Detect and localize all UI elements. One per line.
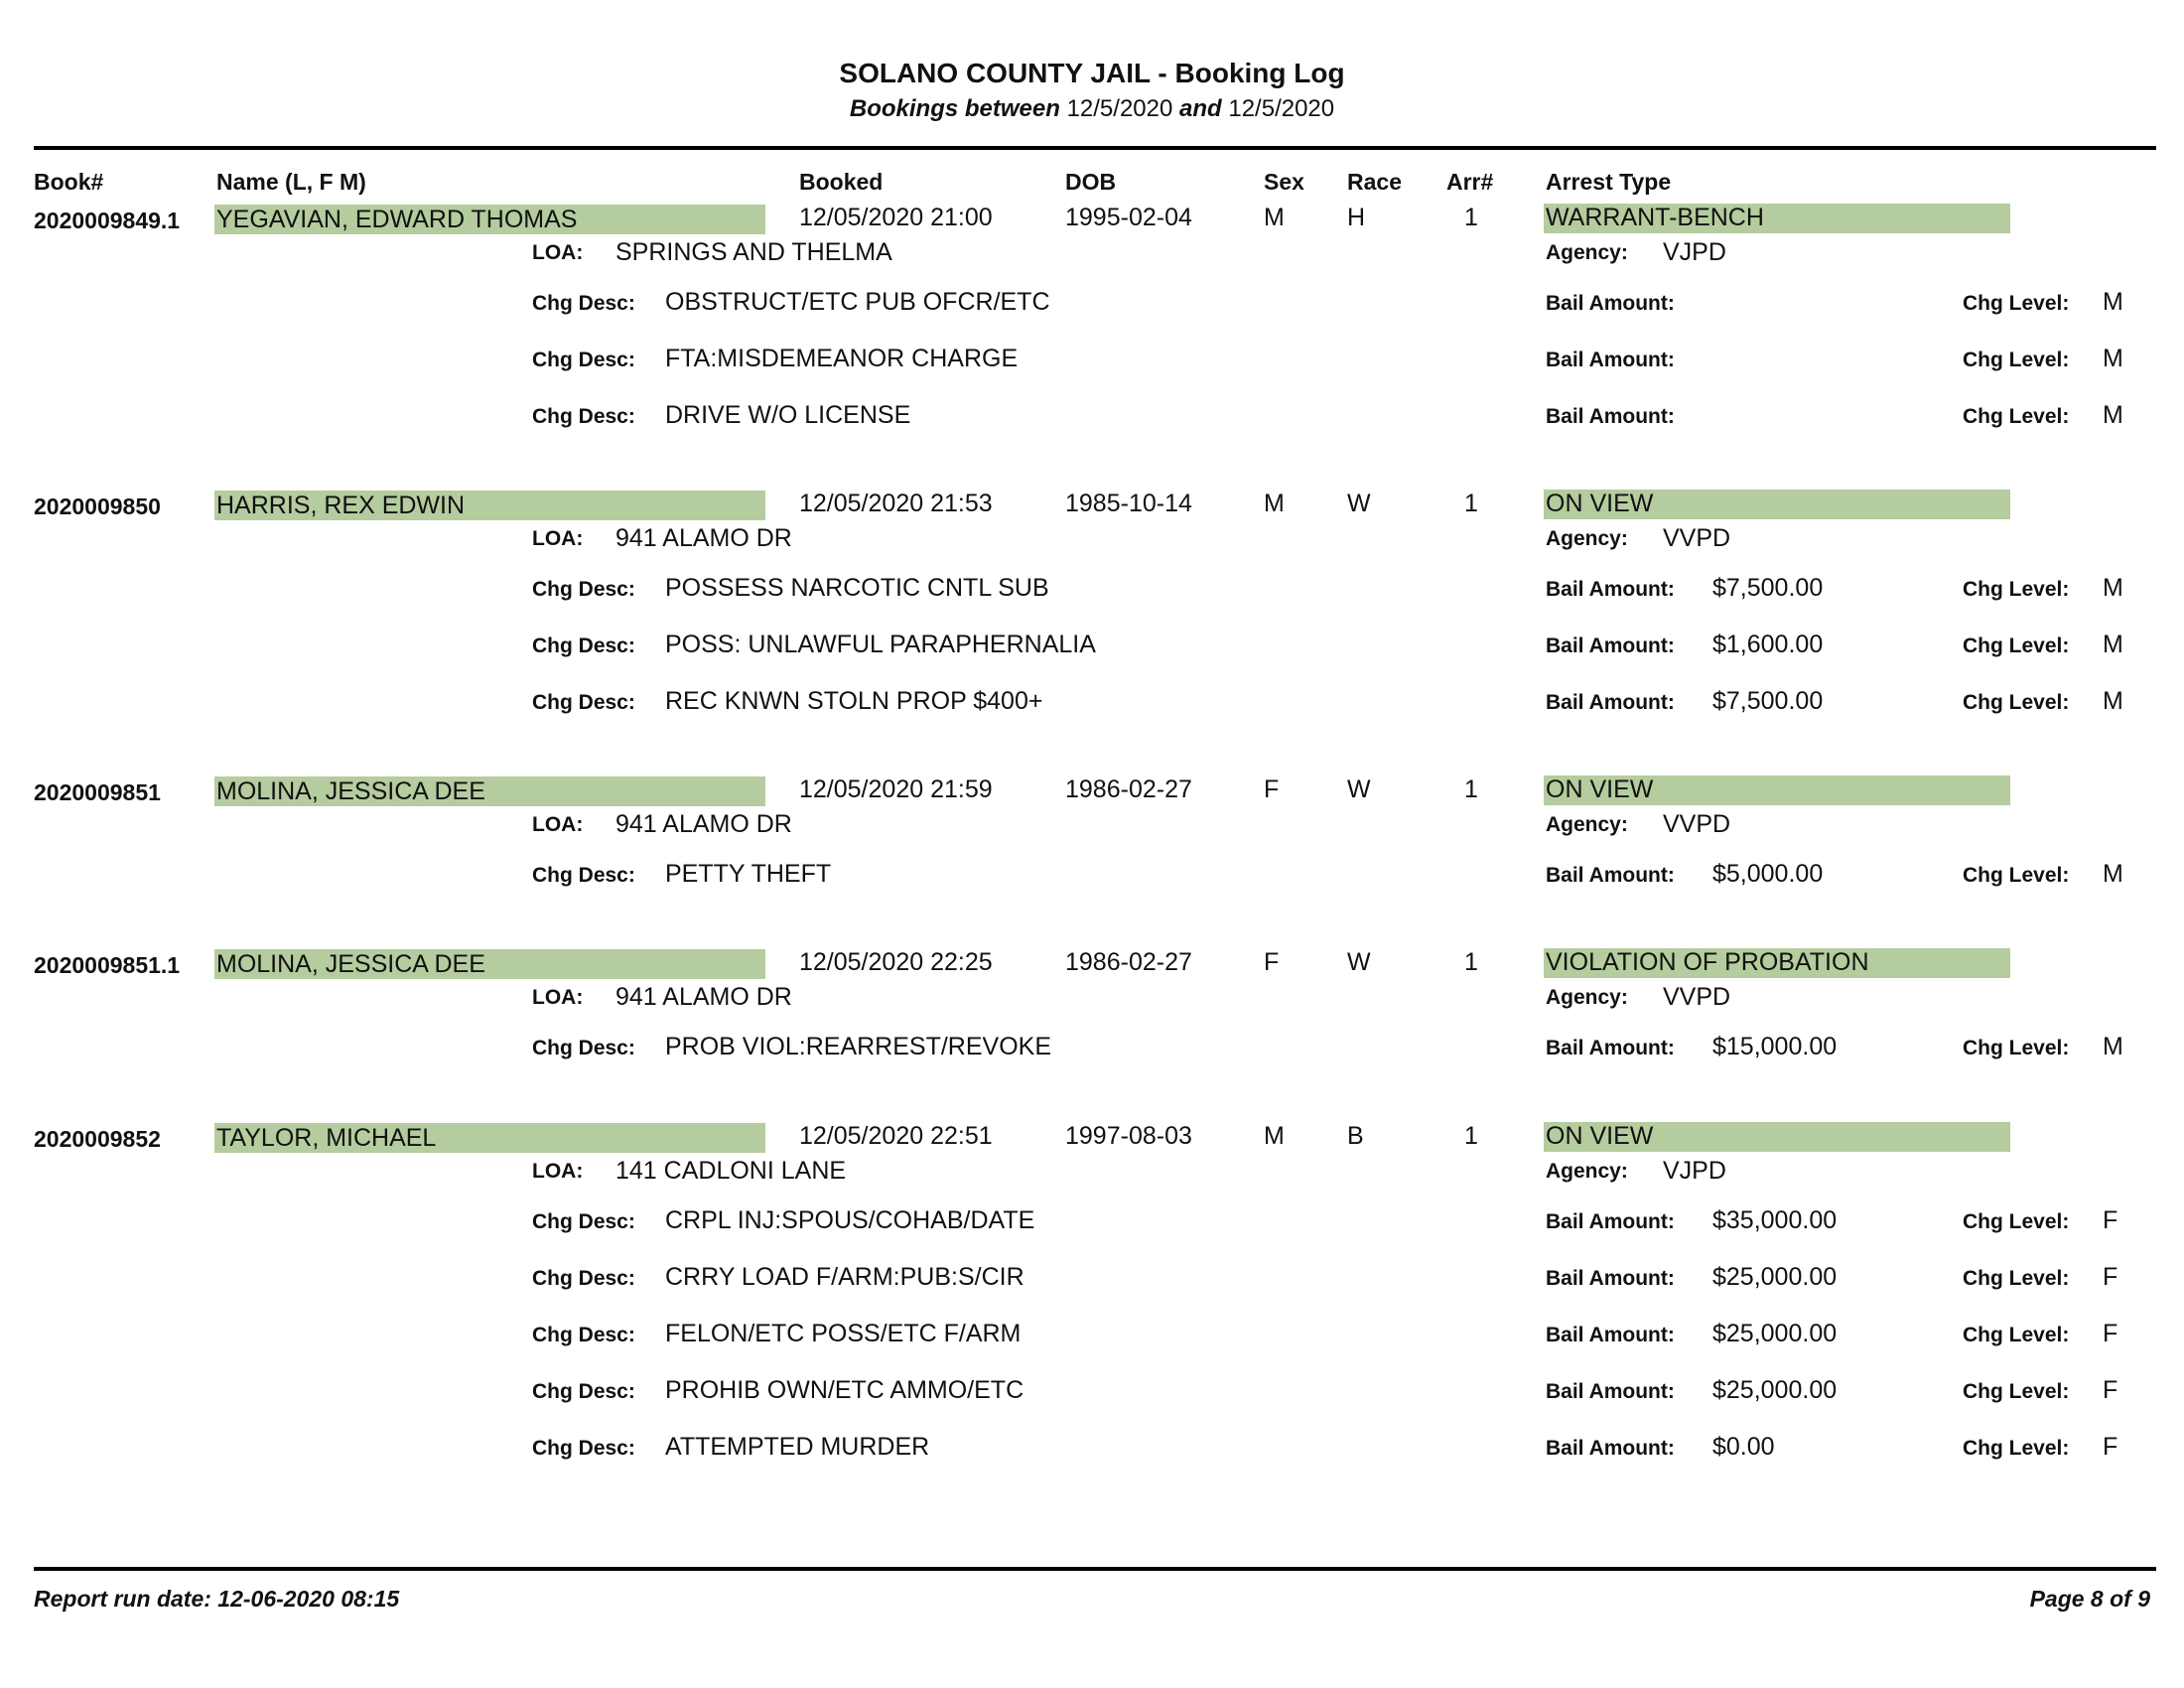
chg-level-label: Chg Level: bbox=[1963, 1380, 2070, 1403]
bail-amount-label: Bail Amount: bbox=[1546, 1380, 1675, 1403]
bail-amount-value: $25,000.00 bbox=[1712, 1376, 1838, 1404]
loa-value: 941 ALAMO DR bbox=[615, 524, 792, 552]
chg-desc-label: Chg Desc: bbox=[532, 578, 635, 601]
chg-level-label: Chg Level: bbox=[1963, 1267, 2070, 1290]
chg-level-label: Chg Level: bbox=[1963, 292, 2070, 315]
chg-desc-label: Chg Desc: bbox=[532, 349, 635, 371]
bail-amount-label: Bail Amount: bbox=[1546, 578, 1675, 601]
booking-number: 2020009851 bbox=[34, 779, 161, 805]
report-title: SOLANO COUNTY JAIL - Booking Log bbox=[839, 58, 1345, 88]
arrest-type: WARRANT-BENCH bbox=[1546, 204, 1764, 231]
bail-amount-label: Bail Amount: bbox=[1546, 1037, 1675, 1059]
page-number: Page 8 of 9 bbox=[2029, 1586, 2150, 1612]
bail-amount-value: $0.00 bbox=[1712, 1433, 1775, 1461]
bail-amount-value: $7,500.00 bbox=[1712, 687, 1824, 715]
date-of-birth: 1995-02-04 bbox=[1065, 204, 1192, 231]
bail-amount-label: Bail Amount: bbox=[1546, 349, 1675, 371]
race-value: W bbox=[1347, 490, 1371, 517]
charge-level: M bbox=[2103, 860, 2123, 888]
chg-desc-label: Chg Desc: bbox=[532, 292, 635, 315]
sex-value: F bbox=[1264, 948, 1280, 976]
chg-level-label: Chg Level: bbox=[1963, 1210, 2070, 1233]
chg-level-label: Chg Level: bbox=[1963, 1324, 2070, 1346]
charge-description: POSS: UNLAWFUL PARAPHERNALIA bbox=[665, 631, 1096, 658]
bail-amount-value: $1,600.00 bbox=[1712, 631, 1824, 658]
charge-description: REC KNWN STOLN PROP $400+ bbox=[665, 687, 1043, 715]
footer-rule bbox=[34, 1567, 2156, 1571]
bail-amount-label: Bail Amount: bbox=[1546, 1267, 1675, 1290]
bail-amount-label: Bail Amount: bbox=[1546, 634, 1675, 657]
sex-value: F bbox=[1264, 775, 1280, 803]
charge-description: DRIVE W/O LICENSE bbox=[665, 401, 911, 429]
col-book: Book# bbox=[34, 169, 104, 195]
bail-amount-label: Bail Amount: bbox=[1546, 864, 1675, 887]
arrest-type: ON VIEW bbox=[1546, 775, 1654, 803]
col-dob: DOB bbox=[1065, 169, 1117, 195]
agency-value: VVPD bbox=[1663, 983, 1731, 1011]
chg-desc-label: Chg Desc: bbox=[532, 864, 635, 887]
loa-label: LOA: bbox=[532, 986, 584, 1009]
loa-label: LOA: bbox=[532, 241, 584, 264]
bail-amount-value: $15,000.00 bbox=[1712, 1033, 1838, 1060]
chg-desc-label: Chg Desc: bbox=[532, 1210, 635, 1233]
booked-datetime: 12/05/2020 21:00 bbox=[799, 204, 993, 231]
col-sex: Sex bbox=[1264, 169, 1304, 195]
bail-amount-label: Bail Amount: bbox=[1546, 691, 1675, 714]
arrest-number: 1 bbox=[1464, 204, 1478, 231]
booking-number: 2020009851.1 bbox=[34, 952, 181, 978]
chg-level-label: Chg Level: bbox=[1963, 349, 2070, 371]
charge-level: F bbox=[2103, 1263, 2118, 1291]
chg-level-label: Chg Level: bbox=[1963, 634, 2070, 657]
sex-value: M bbox=[1264, 1122, 1285, 1150]
loa-value: 941 ALAMO DR bbox=[615, 983, 792, 1011]
chg-desc-label: Chg Desc: bbox=[532, 634, 635, 657]
charge-level: M bbox=[2103, 631, 2123, 658]
inmate-name: TAYLOR, MICHAEL bbox=[216, 1124, 437, 1152]
charge-description: OBSTRUCT/ETC PUB OFCR/ETC bbox=[665, 288, 1050, 316]
range-start: 12/5/2020 bbox=[1066, 95, 1173, 122]
charge-description: FTA:MISDEMEANOR CHARGE bbox=[665, 345, 1019, 372]
col-arrest-type: Arrest Type bbox=[1546, 169, 1672, 195]
col-race: Race bbox=[1347, 169, 1402, 195]
arrest-number: 1 bbox=[1464, 490, 1478, 517]
charge-description: PETTY THEFT bbox=[665, 860, 832, 888]
chg-desc-label: Chg Desc: bbox=[532, 1037, 635, 1059]
race-value: W bbox=[1347, 775, 1371, 803]
arrest-number: 1 bbox=[1464, 948, 1478, 976]
agency-label: Agency: bbox=[1546, 1160, 1628, 1183]
race-value: W bbox=[1347, 948, 1371, 976]
booked-datetime: 12/05/2020 22:25 bbox=[799, 948, 993, 976]
agency-value: VVPD bbox=[1663, 524, 1731, 552]
header-rule bbox=[34, 146, 2156, 150]
chg-desc-label: Chg Desc: bbox=[532, 1380, 635, 1403]
chg-level-label: Chg Level: bbox=[1963, 1437, 2070, 1460]
arrest-number: 1 bbox=[1464, 775, 1478, 803]
charge-level: M bbox=[2103, 1033, 2123, 1060]
sex-value: M bbox=[1264, 490, 1285, 517]
chg-level-label: Chg Level: bbox=[1963, 864, 2070, 887]
arrest-type: ON VIEW bbox=[1546, 490, 1654, 517]
charge-level: M bbox=[2103, 288, 2123, 316]
inmate-name: YEGAVIAN, EDWARD THOMAS bbox=[216, 206, 578, 233]
arrest-type: VIOLATION OF PROBATION bbox=[1546, 948, 1869, 976]
sex-value: M bbox=[1264, 204, 1285, 231]
col-booked: Booked bbox=[799, 169, 884, 195]
bail-amount-label: Bail Amount: bbox=[1546, 1210, 1675, 1233]
charge-level: M bbox=[2103, 574, 2123, 602]
agency-label: Agency: bbox=[1546, 241, 1628, 264]
chg-level-label: Chg Level: bbox=[1963, 691, 2070, 714]
date-of-birth: 1985-10-14 bbox=[1065, 490, 1192, 517]
inmate-name: MOLINA, JESSICA DEE bbox=[216, 950, 485, 978]
chg-level-label: Chg Level: bbox=[1963, 578, 2070, 601]
agency-value: VJPD bbox=[1663, 1157, 1726, 1185]
agency-value: VJPD bbox=[1663, 238, 1726, 266]
loa-label: LOA: bbox=[532, 813, 584, 836]
date-of-birth: 1986-02-27 bbox=[1065, 775, 1192, 803]
charge-description: PROHIB OWN/ETC AMMO/ETC bbox=[665, 1376, 1024, 1404]
booking-number: 2020009849.1 bbox=[34, 208, 181, 233]
chg-level-label: Chg Level: bbox=[1963, 1037, 2070, 1059]
agency-label: Agency: bbox=[1546, 527, 1628, 550]
bail-amount-value: $7,500.00 bbox=[1712, 574, 1824, 602]
bail-amount-value: $25,000.00 bbox=[1712, 1320, 1838, 1347]
inmate-name: HARRIS, REX EDWIN bbox=[216, 492, 466, 519]
charge-level: F bbox=[2103, 1433, 2118, 1461]
charge-description: POSSESS NARCOTIC CNTL SUB bbox=[665, 574, 1049, 602]
range-prefix: Bookings between bbox=[849, 95, 1060, 122]
bail-amount-label: Bail Amount: bbox=[1546, 1324, 1675, 1346]
range-end: 12/5/2020 bbox=[1228, 95, 1335, 122]
charge-level: F bbox=[2103, 1376, 2118, 1404]
chg-desc-label: Chg Desc: bbox=[532, 691, 635, 714]
charge-level: F bbox=[2103, 1320, 2118, 1347]
bail-amount-label: Bail Amount: bbox=[1546, 292, 1675, 315]
race-value: B bbox=[1347, 1122, 1364, 1150]
charge-description: PROB VIOL:REARREST/REVOKE bbox=[665, 1033, 1051, 1060]
arrest-type: ON VIEW bbox=[1546, 1122, 1654, 1150]
bail-amount-label: Bail Amount: bbox=[1546, 405, 1675, 428]
date-of-birth: 1986-02-27 bbox=[1065, 948, 1192, 976]
bail-amount-label: Bail Amount: bbox=[1546, 1437, 1675, 1460]
agency-label: Agency: bbox=[1546, 986, 1628, 1009]
chg-desc-label: Chg Desc: bbox=[532, 1437, 635, 1460]
loa-value: 141 CADLONI LANE bbox=[615, 1157, 847, 1185]
bail-amount-value: $25,000.00 bbox=[1712, 1263, 1838, 1291]
charge-level: M bbox=[2103, 687, 2123, 715]
charge-description: ATTEMPTED MURDER bbox=[665, 1433, 930, 1461]
inmate-name: MOLINA, JESSICA DEE bbox=[216, 777, 485, 805]
agency-value: VVPD bbox=[1663, 810, 1731, 838]
bail-amount-value: $35,000.00 bbox=[1712, 1206, 1838, 1234]
charge-description: FELON/ETC POSS/ETC F/ARM bbox=[665, 1320, 1022, 1347]
loa-label: LOA: bbox=[532, 1160, 584, 1183]
race-value: H bbox=[1347, 204, 1366, 231]
booked-datetime: 12/05/2020 22:51 bbox=[799, 1122, 993, 1150]
booking-number: 2020009850 bbox=[34, 493, 161, 519]
range-and: and bbox=[1179, 95, 1222, 122]
loa-value: SPRINGS AND THELMA bbox=[615, 238, 892, 266]
booked-datetime: 12/05/2020 21:53 bbox=[799, 490, 993, 517]
date-of-birth: 1997-08-03 bbox=[1065, 1122, 1192, 1150]
charge-level: F bbox=[2103, 1206, 2118, 1234]
col-name: Name (L, F M) bbox=[216, 169, 366, 195]
charge-description: CRRY LOAD F/ARM:PUB:S/CIR bbox=[665, 1263, 1024, 1291]
chg-desc-label: Chg Desc: bbox=[532, 1267, 635, 1290]
col-arr: Arr# bbox=[1446, 169, 1494, 195]
booked-datetime: 12/05/2020 21:59 bbox=[799, 775, 993, 803]
loa-label: LOA: bbox=[532, 527, 584, 550]
bail-amount-value: $5,000.00 bbox=[1712, 860, 1824, 888]
loa-value: 941 ALAMO DR bbox=[615, 810, 792, 838]
chg-desc-label: Chg Desc: bbox=[532, 1324, 635, 1346]
agency-label: Agency: bbox=[1546, 813, 1628, 836]
report-date-range bbox=[0, 95, 2184, 123]
chg-level-label: Chg Level: bbox=[1963, 405, 2070, 428]
charge-level: M bbox=[2103, 401, 2123, 429]
chg-desc-label: Chg Desc: bbox=[532, 405, 635, 428]
booking-number: 2020009852 bbox=[34, 1126, 161, 1152]
charge-level: M bbox=[2103, 345, 2123, 372]
charge-description: CRPL INJ:SPOUS/COHAB/DATE bbox=[665, 1206, 1035, 1234]
arrest-number: 1 bbox=[1464, 1122, 1478, 1150]
report-run-date: Report run date: 12-06-2020 08:15 bbox=[34, 1586, 400, 1612]
